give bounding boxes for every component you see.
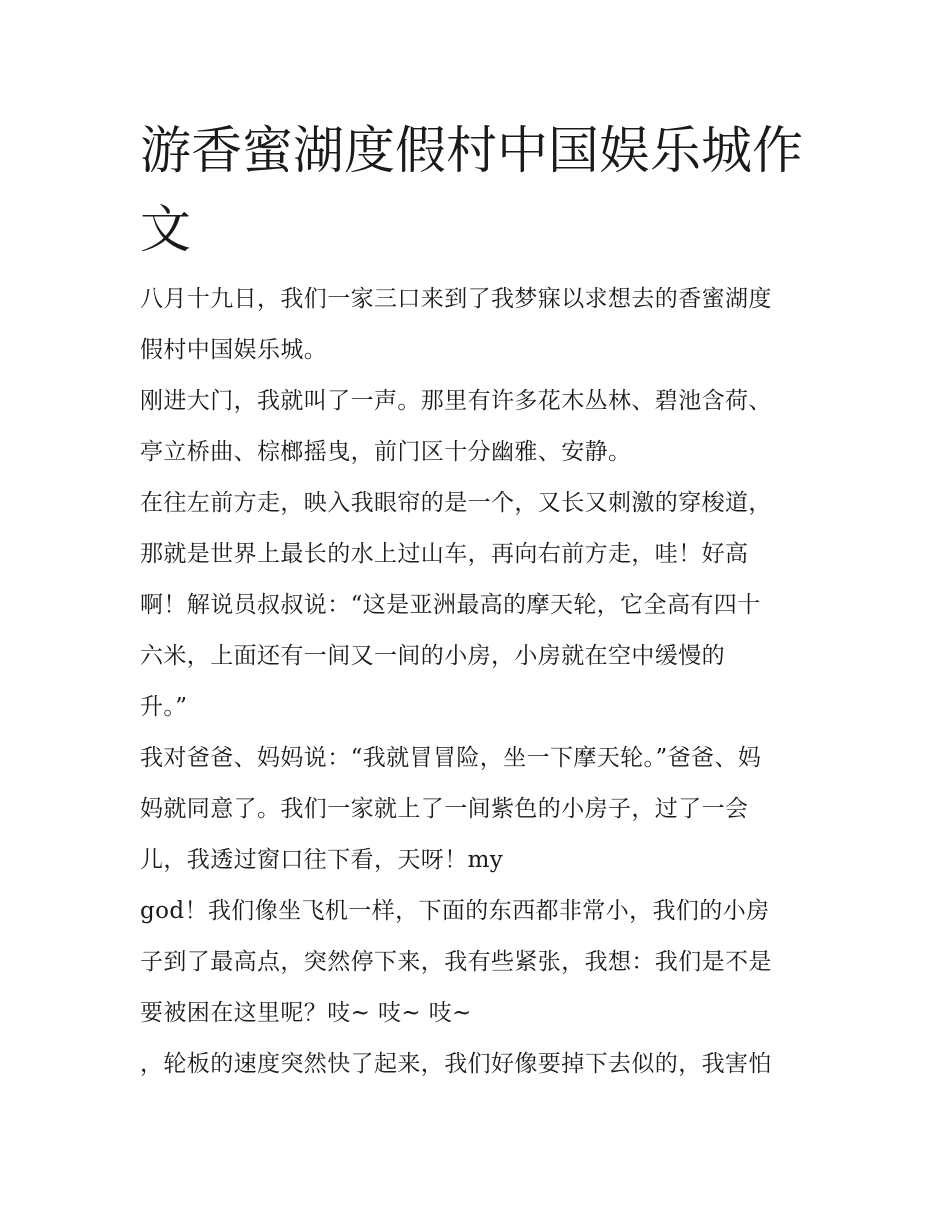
text-line: 我对爸爸、妈妈说：“我就冒冒险，坐一下摩天轮。”爸爸、妈 bbox=[140, 745, 762, 771]
text-line: 八月十九日，我们一家三口来到了我梦寐以求想去的香蜜湖度 bbox=[140, 286, 772, 312]
text-line: god！我们像坐飞机一样，下面的东西都非常小，我们的小房 bbox=[140, 898, 770, 924]
document-title bbox=[140, 112, 820, 270]
text-line: ，轮板的速度突然快了起来，我们好像要掉下去似的，我害怕 bbox=[140, 1051, 772, 1077]
text-line: 妈就同意了。我们一家就上了一间紫色的小房子，过了一会 bbox=[140, 796, 749, 822]
text-line: 啊！解说员叔叔说：“这是亚洲最高的摩天轮，它全高有四十 bbox=[140, 592, 761, 618]
text-line: 那就是世界上最长的水上过山车，再向右前方走，哇！好高 bbox=[140, 541, 749, 567]
text-line: 升。” bbox=[140, 694, 188, 720]
text-line: 要被困在这里呢？吱~ 吱~ 吱~ bbox=[140, 1000, 472, 1026]
text-line: 子到了最高点，突然停下来，我有些紧张，我想：我们是不是 bbox=[140, 949, 772, 975]
text-line: 刚进大门，我就叫了一声。那里有许多花木丛林、碧池含荷、 bbox=[140, 388, 772, 414]
text-line: 儿，我透过窗口往下看，天呀！my bbox=[140, 847, 504, 873]
text-line: 假村中国娱乐城。 bbox=[140, 337, 328, 363]
title-line: 游香蜜湖度假村中国娱乐城作 bbox=[140, 122, 804, 181]
title-line: 文 bbox=[140, 201, 192, 260]
text-line: 亭立桥曲、棕榔摇曳，前门区十分幽雅、安静。 bbox=[140, 439, 632, 465]
text-line: 六米，上面还有一间又一间的小房，小房就在空中缓慢的 bbox=[140, 643, 725, 669]
text-line: 在往左前方走，映入我眼帘的是一个，又长又刺激的穿梭道， bbox=[140, 490, 772, 516]
document-body bbox=[140, 274, 820, 1090]
